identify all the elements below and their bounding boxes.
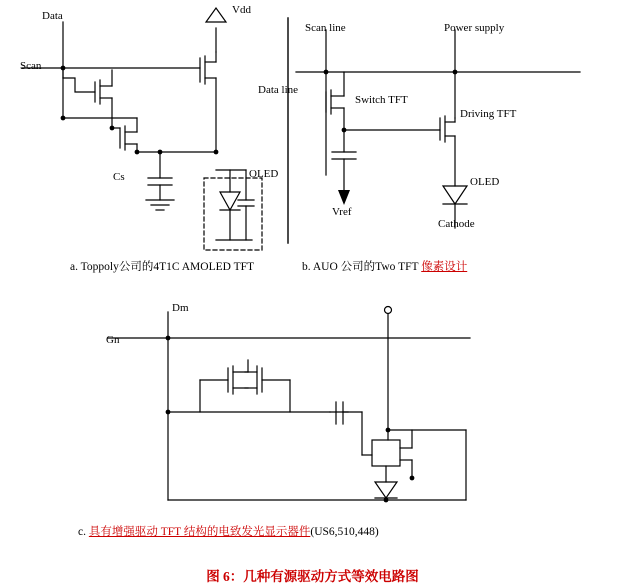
label-oled-b: OLED [470,176,500,188]
panel-c-dot-4 [410,476,415,481]
panel-a-dot-4 [214,150,219,155]
label-dm: Dm [172,302,189,314]
label-cs: Cs [113,171,125,183]
panel-b-oled-triangle [443,186,467,204]
caption-c-red: 具有增强驱动 TFT 结构的电致发光显示器件 [88,526,311,538]
label-data: Data [42,10,63,22]
label-power-supply: Power supply [444,22,505,34]
caption-c-suffix: (US6,510,448) [310,526,379,538]
label-scan-line: Scan line [305,22,346,34]
label-gn: Gn [106,334,120,346]
panel-c-dot-2 [166,410,171,415]
panel-a-oled-triangle [220,192,240,210]
panel-a-dot-6 [135,150,140,155]
label-vdd: Vdd [232,4,251,16]
panel-a-scan-branch [63,78,95,92]
caption-b-red: 像素设计 [421,261,468,273]
panel-c-dot-1 [166,336,171,341]
panel-a-oled-box [204,178,262,250]
panel-b-dot-2 [453,70,458,75]
panel-b-dot-3 [342,128,347,133]
panel-a-dot-1 [61,66,66,71]
panel-b-vref-arrow [338,190,350,205]
panel-c-vdd-terminal [385,307,392,314]
caption-c [78,523,379,539]
caption-c-prefix: c. [78,526,89,538]
panel-b-dot-1 [324,70,329,75]
label-switch-tft: Switch TFT [355,94,408,106]
figure-title: 图 6：几种有源驱动方式等效电路图 [206,569,419,584]
label-vref: Vref [332,206,352,218]
caption-b [302,258,467,274]
panel-c-dot-3 [386,428,391,433]
label-scan: Scan [20,60,42,72]
label-data-line: Data line [258,84,299,96]
label-driving-tft: Driving TFT [460,108,517,120]
label-cathode: Cathode [438,218,475,230]
label-oled-a: OLED [249,168,279,180]
panel-a-vdd-triangle [206,8,226,22]
panel-a-dot-2 [61,116,66,121]
panel-c-oled-triangle [375,482,397,498]
panel-c-dot-5 [384,498,389,503]
caption-b-prefix: b. AUO 公司的Two TFT [302,261,422,273]
panel-a-dot-5 [158,150,163,155]
caption-a: a. Toppoly公司的4T1C AMOLED TFT [70,261,255,273]
panel-c-tft3-body [372,440,400,466]
panel-a-dot-3 [110,126,115,131]
